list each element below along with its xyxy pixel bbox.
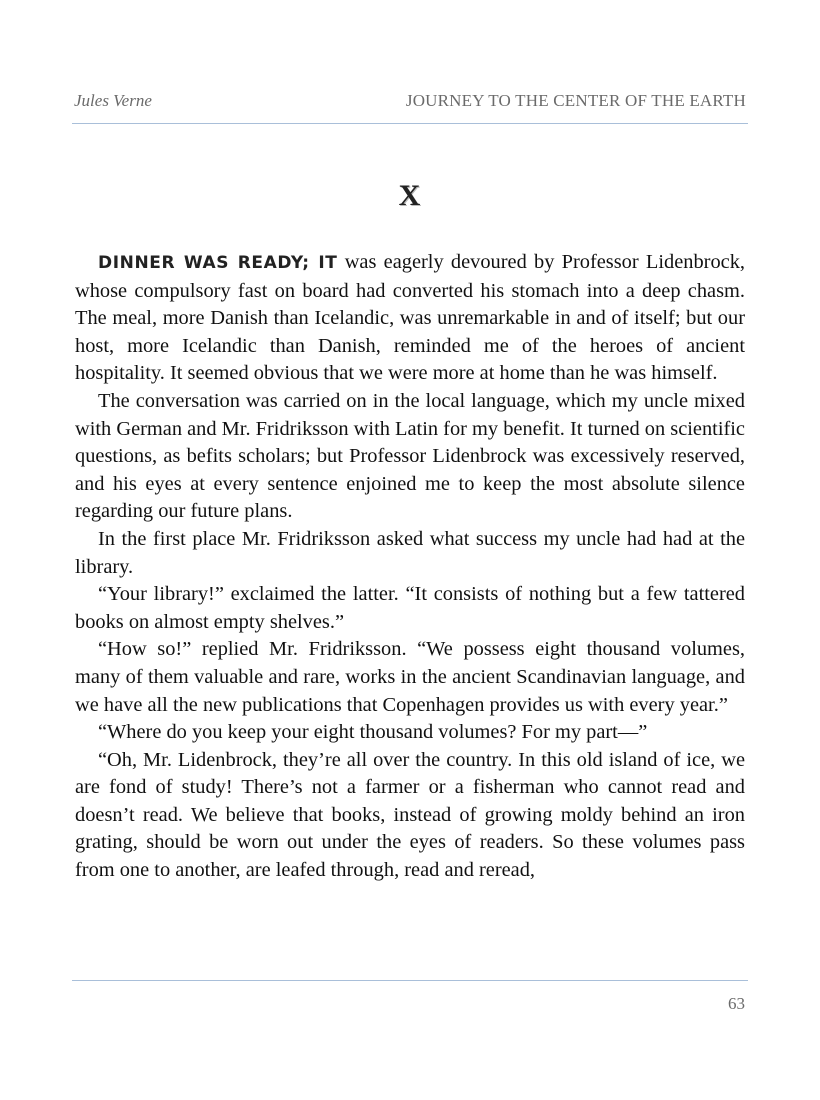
drop-lead: DINNER WAS READY; IT xyxy=(98,253,338,273)
header-rule xyxy=(72,123,748,124)
body-text xyxy=(75,249,745,885)
page-number: 63 xyxy=(728,994,745,1013)
header-book-title: JOURNEY TO THE CENTER OF THE EARTH xyxy=(405,91,746,110)
header-author: Jules Verne xyxy=(74,91,152,110)
paragraph xyxy=(75,249,745,388)
paragraph: “How so!” replied Mr. Fridriksson. “We possess eight thousand volumes, many of them valuable and rare, works in the ancient Scandinavian language, and we have all the new publications that Copenhagen provides us with every year.” xyxy=(75,638,745,716)
paragraph: “Your library!” exclaimed the latter. “It consists of nothing but a few tattered books on almost empty shelves.” xyxy=(75,583,745,633)
paragraph: The conversation was carried on in the local language, which my uncle mixed with German and Mr. Fridriksson with Latin for my benefit. It turned on scientific questions, as befits scholars; but Professor Lidenbrock was excessively reserved, and his eyes at every sentence enjoined me to keep the most absolute silence regarding our future plans. xyxy=(75,389,745,523)
footer-rule xyxy=(72,980,748,981)
paragraph: “Where do you keep your eight thousand volumes? For my part—” xyxy=(98,721,648,744)
running-header xyxy=(74,91,746,117)
chapter-heading: X xyxy=(398,179,422,212)
paragraph-text: was eagerly devoured by Professor Lidenbrock, whose compulsory fast on board had converted his stomach into a deep chasm. The meal, more Danish than Icelandic, was unremarkable in and of itself; but our host, more Icelandic than Danish, reminded me of the heroes of ancient hospitality. It seemed obvious that we were more at home than he was himself. xyxy=(75,251,745,385)
paragraph: In the first place Mr. Fridriksson asked what success my uncle had had at the library. xyxy=(75,527,745,578)
paragraph: “Oh, Mr. Lidenbrock, they’re all over the country. In this old island of ice, we are fond of study! There’s not a farmer or a fisherman who cannot read and doesn’t read. We believe that books, instead of growing moldy behind an iron grating, should be worn out under the eyes of readers. So these volumes pass from one to another, are leafed through, read and reread, xyxy=(75,748,745,882)
